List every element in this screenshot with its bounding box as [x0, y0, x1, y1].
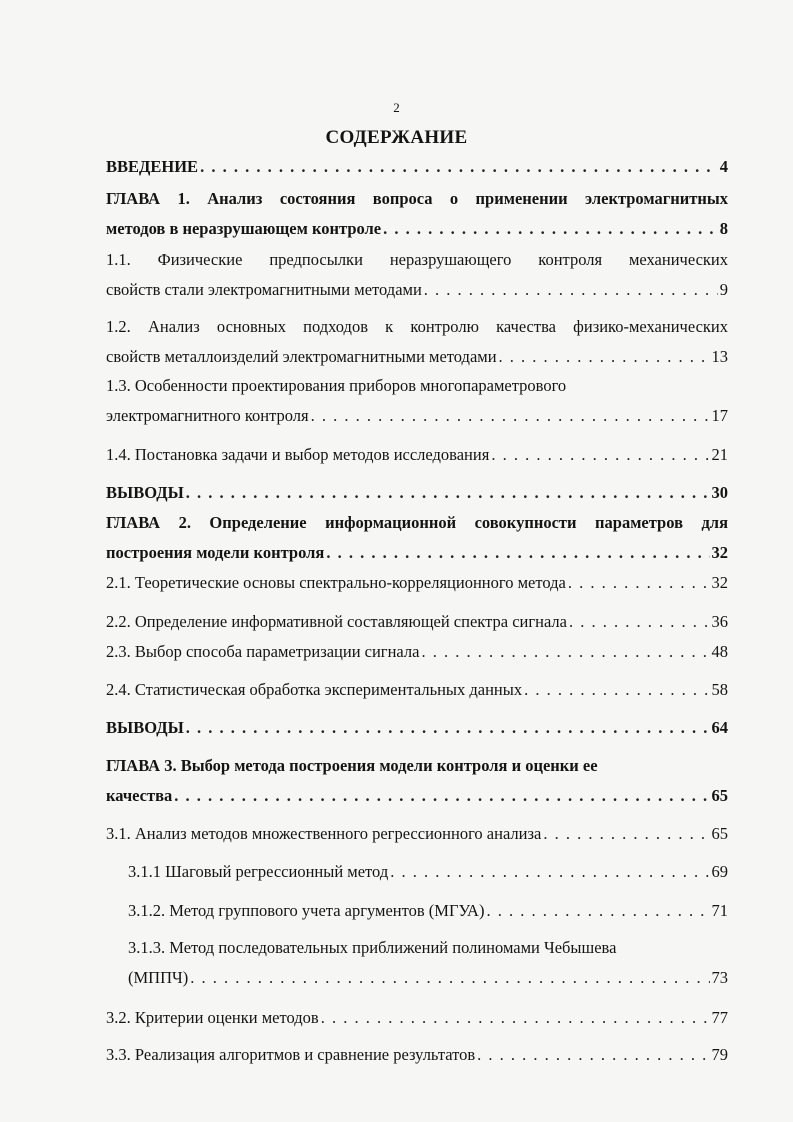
toc-entry-text: 3.1.1 Шаговый регрессионный метод [128, 862, 389, 881]
leader-dots [383, 219, 718, 239]
toc-entry-text: свойств стали электромагнитными методами [106, 280, 422, 299]
toc-entry-page: 17 [711, 406, 728, 425]
toc-entry-text: 3.1. Анализ методов множественного регрессионного анализа [106, 824, 542, 843]
toc-entry-text: 2.3. Выбор способа параметризации сигнала [106, 642, 420, 661]
toc-entry-2-4[interactable] [106, 680, 728, 700]
toc-entry-page: 21 [711, 445, 728, 464]
toc-entry-text: свойств металлоизделий электромагнитными методами [106, 347, 497, 366]
toc-entry-text: 3.3. Реализация алгоритмов и сравнение результатов [106, 1045, 476, 1064]
toc-entry-page: 48 [711, 642, 728, 661]
toc-entry-page: 65 [711, 824, 728, 843]
toc-entry-1-2[interactable] [106, 317, 728, 367]
leader-dots [186, 718, 710, 738]
leader-dots [477, 1045, 709, 1065]
toc-entry-page: 65 [711, 786, 728, 805]
toc-entry-page: 32 [711, 543, 728, 562]
toc-entry-1-3[interactable] [106, 376, 728, 426]
toc-entry-text: 2.2. Определение информативной составляющей спектра сигнала [106, 612, 567, 631]
toc-entry-page: 77 [711, 1008, 728, 1027]
leader-dots [569, 612, 710, 632]
toc-entry-text-line1: 1.2. Анализ основных подходов к контролю качества физико-механических [106, 317, 728, 336]
leader-dots [190, 968, 709, 988]
toc-entry-page: 36 [711, 612, 728, 631]
toc-entry-2-2[interactable] [106, 612, 728, 632]
toc-entry-text: электромагнитного контроля [106, 406, 309, 425]
toc-entry-intro[interactable] [106, 157, 728, 177]
leader-dots [424, 280, 718, 300]
leader-dots [486, 901, 709, 921]
toc-entry-page: 79 [711, 1045, 728, 1064]
toc-entry-text: методов в неразрушающем контроле [106, 219, 382, 238]
toc-entry-text-line1: ГЛАВА 1. Анализ состояния вопроса о применении электромагнитных [106, 189, 728, 208]
toc-entry-1-4[interactable] [106, 445, 728, 465]
toc-entry-page: 8 [719, 219, 728, 238]
toc-entry-page: 73 [711, 968, 728, 987]
toc-entry-3-1[interactable] [106, 824, 728, 844]
toc-entry-1-1[interactable] [106, 250, 728, 300]
toc-entry-chapter-1[interactable] [106, 189, 728, 239]
toc-entry-conclusions-1[interactable] [106, 483, 728, 503]
page-number: 2 [393, 100, 400, 115]
toc-entry-text: качества [106, 786, 173, 805]
toc-entry-text: 1.4. Постановка задачи и выбор методов исследования [106, 445, 490, 464]
toc-entry-page: 69 [711, 862, 728, 881]
toc-entry-text-line1: 3.1.3. Метод последовательных приближений полиномами Чебышева [128, 938, 617, 957]
toc-entry-chapter-2[interactable] [106, 513, 728, 563]
leader-dots [186, 483, 710, 503]
leader-dots [321, 1008, 710, 1028]
toc-entry-3-1-2[interactable] [128, 901, 728, 921]
toc-entry-text: ВВЕДЕНИЕ [106, 157, 199, 176]
leader-dots [311, 406, 710, 426]
toc-entry-chapter-3[interactable] [106, 756, 728, 806]
toc-entry-3-1-1[interactable] [128, 862, 728, 882]
toc-entry-page: 71 [711, 901, 728, 920]
toc-entry-text: ВЫВОДЫ [106, 483, 184, 502]
toc-entry-2-3[interactable] [106, 642, 728, 662]
toc-entry-text: (МППЧ) [128, 968, 189, 987]
toc-entry-text: ВЫВОДЫ [106, 718, 184, 737]
toc-entry-text: 2.1. Теоретические основы спектрально-корреляционного метода [106, 573, 566, 592]
toc-entry-page: 4 [719, 157, 728, 176]
toc-entry-page: 58 [711, 680, 728, 699]
toc-entry-text-line1: 1.1. Физические предпосылки неразрушающего контроля механических [106, 250, 728, 269]
toc-entry-page: 64 [711, 718, 728, 737]
leader-dots [200, 157, 718, 177]
toc-entry-page: 30 [711, 483, 728, 502]
toc-entry-3-1-3[interactable] [128, 938, 728, 988]
toc-entry-conclusions-2[interactable] [106, 718, 728, 738]
toc-entry-text: 3.1.2. Метод группового учета аргументов (МГУА) [128, 901, 485, 920]
toc-entry-text-line1: 1.3. Особенности проектирования приборов многопараметрового [106, 376, 567, 395]
leader-dots [568, 573, 710, 593]
leader-dots [524, 680, 709, 700]
toc-entry-2-1[interactable] [106, 573, 728, 593]
toc-entry-text-line1: ГЛАВА 3. Выбор метода построения модели контроля и оценки ее [106, 756, 598, 775]
leader-dots [499, 347, 710, 367]
toc-entry-text: 2.4. Статистическая обработка экспериментальных данных [106, 680, 523, 699]
toc-title: СОДЕРЖАНИЕ [325, 127, 468, 148]
leader-dots [326, 543, 709, 563]
leader-dots [390, 862, 709, 882]
toc-entry-3-3[interactable] [106, 1045, 728, 1065]
toc-entry-page: 32 [711, 573, 728, 592]
leader-dots [174, 786, 709, 806]
leader-dots [543, 824, 709, 844]
toc-entry-page: 9 [719, 280, 728, 299]
leader-dots [421, 642, 709, 662]
toc-entry-text-line1: ГЛАВА 2. Определение информационной совокупности параметров для [106, 513, 728, 532]
toc-entry-3-2[interactable] [106, 1008, 728, 1028]
leader-dots [491, 445, 709, 465]
toc-entry-page: 13 [711, 347, 728, 366]
toc-entry-text: построения модели контроля [106, 543, 325, 562]
toc-entry-text: 3.2. Критерии оценки методов [106, 1008, 319, 1027]
